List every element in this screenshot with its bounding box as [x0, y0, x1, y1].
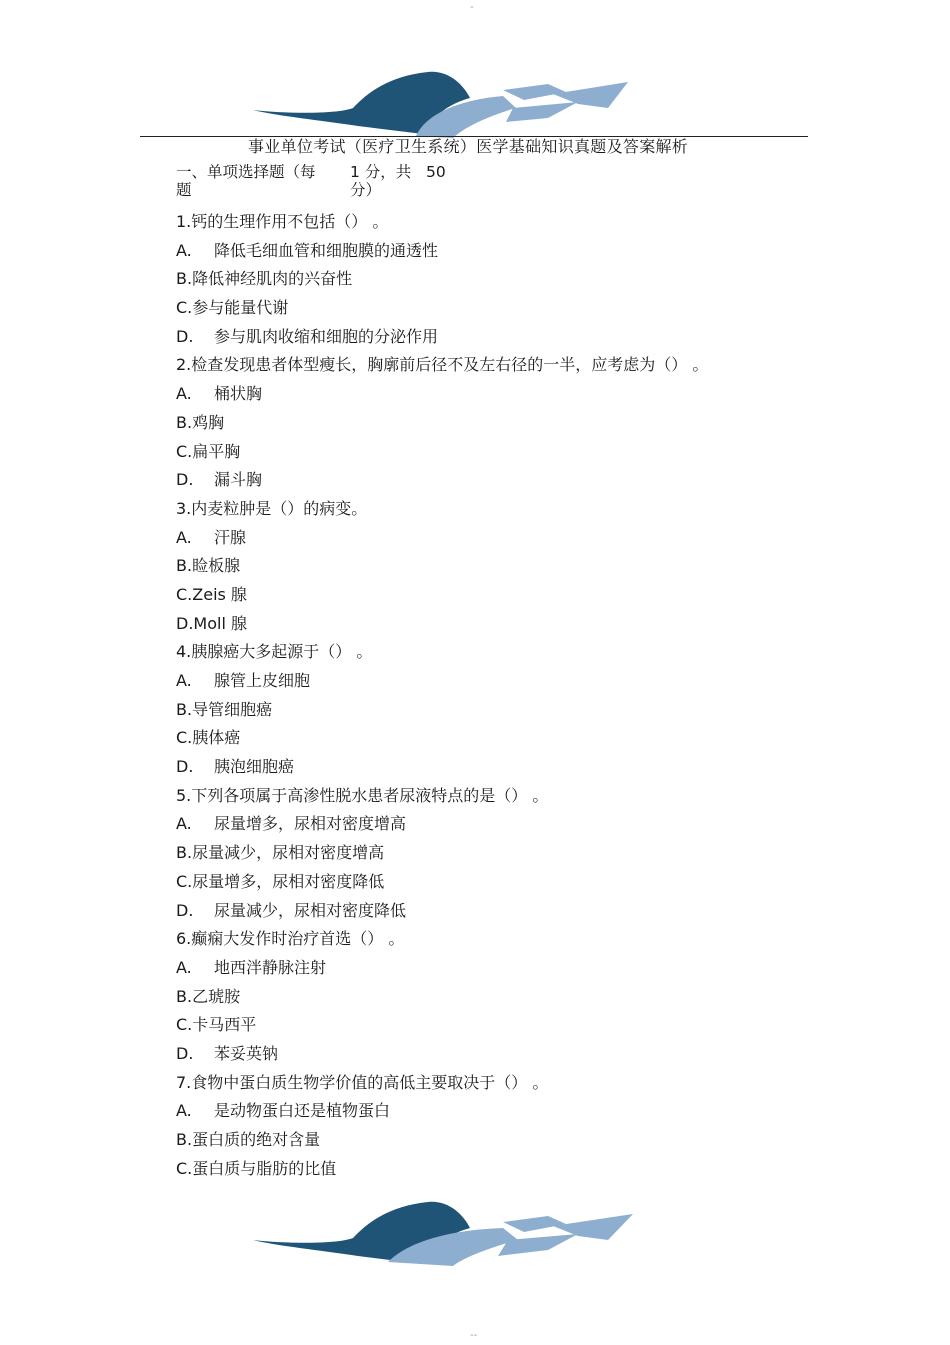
question-stem: 6.癫痫大发作时治疗首选（） 。: [176, 929, 405, 949]
question-list: [176, 208, 796, 1183]
question-option: [176, 1097, 796, 1126]
question-option: [176, 897, 796, 926]
bottom-mark: --: [470, 1330, 478, 1341]
option-letter: A.: [176, 671, 192, 690]
option-letter: A.: [176, 527, 192, 547]
option-letter: A.: [176, 814, 192, 834]
option-text: B.蛋白质的绝对含量: [176, 1130, 321, 1149]
option-letter: A.: [176, 384, 192, 404]
option-text: 尿量减少，尿相对密度降低: [214, 900, 407, 920]
option-text: 是动物蛋白还是植物蛋白: [214, 1101, 391, 1121]
option-text: B.降低神经肌肉的兴奋性: [176, 269, 353, 289]
question-option: [176, 667, 796, 696]
question-option: [176, 524, 796, 553]
option-letter: A.: [176, 1101, 192, 1121]
question-option: [176, 380, 796, 409]
question-option: [176, 438, 796, 467]
option-text: 汗腺: [214, 527, 247, 547]
option-letter: D.: [176, 757, 194, 777]
option-text: C.卡马西平: [176, 1015, 257, 1035]
logo-light-shard-1: [503, 1216, 566, 1232]
option-text: B.睑板腺: [176, 556, 241, 576]
option-text: 降低毛细血管和细胞膜的通透性: [214, 240, 439, 260]
option-letter: A.: [176, 240, 192, 260]
section-heading-part2: 1 分，共: [350, 163, 412, 181]
question-option: [176, 954, 796, 983]
option-text: 漏斗胸: [214, 470, 263, 490]
section-heading-part3: 50: [426, 163, 446, 181]
footer-logo-graphic: [248, 1200, 648, 1275]
option-text: 尿量增多，尿相对密度增高: [214, 814, 407, 834]
question-option: [176, 724, 796, 753]
option-text: B.导管细胞癌: [176, 699, 273, 719]
option-text: C.参与能量代谢: [176, 298, 289, 318]
option-letter: D.: [176, 470, 194, 490]
section-heading-part5: 分）: [350, 181, 382, 199]
question-stem: 4.胰腺癌大多起源于（） 。: [176, 642, 373, 662]
option-text: C.Zeis 腺: [176, 584, 247, 604]
option-letter: D.: [176, 326, 194, 346]
question-stem: 1.钙的生理作用不包括（） 。: [176, 212, 389, 231]
option-text: B.乙琥胺: [176, 986, 241, 1006]
logo-light-shard-2: [506, 102, 578, 122]
question-option: [176, 294, 796, 323]
document-title: 事业单位考试（医疗卫生系统）医学基础知识真题及答案解析: [248, 137, 689, 156]
question-option: [176, 581, 796, 610]
question-option: [176, 983, 796, 1012]
question-option: [176, 610, 796, 639]
option-text: 腺管上皮细胞: [214, 671, 311, 690]
question-option: [176, 409, 796, 438]
section-heading-part1: 一、单项选择题（每: [176, 163, 316, 181]
question-option: [176, 265, 796, 294]
question-option: [176, 696, 796, 725]
option-text: 桶状胸: [214, 384, 263, 404]
option-letter: D.: [176, 900, 194, 920]
top-mark: -: [470, 2, 474, 13]
question-option: [176, 1155, 796, 1184]
question-stem: 3.内麦粒肿是（）的病变。: [176, 498, 368, 518]
question-option: [176, 466, 796, 495]
option-text: C.扁平胸: [176, 441, 241, 461]
question-option: [176, 323, 796, 352]
section-heading-part4: 题: [176, 181, 192, 199]
question-option: [176, 839, 796, 868]
option-text: 胰泡细胞癌: [214, 757, 295, 777]
option-text: B.尿量减少，尿相对密度增高: [176, 843, 385, 863]
option-text: C.蛋白质与脂肪的比值: [176, 1158, 337, 1178]
option-letter: A.: [176, 957, 192, 977]
option-text: 地西泮静脉注射: [214, 957, 327, 977]
option-text: D.Moll 腺: [176, 613, 247, 633]
option-text: C.尿量增多，尿相对密度降低: [176, 871, 385, 891]
question-option: [176, 1040, 796, 1069]
option-letter: D.: [176, 1043, 194, 1063]
option-text: 参与肌肉收缩和细胞的分泌作用: [214, 326, 439, 346]
option-text: C.胰体癌: [176, 728, 241, 748]
option-text: 苯妥英钠: [214, 1043, 279, 1063]
question-option: [176, 1126, 796, 1155]
question-stem: 2.检查发现患者体型瘦长，胸廓前后径不及左右径的一半，应考虑为（） 。: [176, 355, 709, 375]
question-option: [176, 810, 796, 839]
question-option: [176, 868, 796, 897]
question-option: [176, 552, 796, 581]
question-option: [176, 1011, 796, 1040]
question-option: [176, 753, 796, 782]
question-option: [176, 237, 796, 266]
logo-light-shard-1: [503, 84, 566, 100]
question-stem: 7.食物中蛋白质生物学价值的高低主要取决于（） 。: [176, 1072, 549, 1092]
header-logo-graphic: [248, 64, 648, 139]
question-stem: 5.下列各项属于高渗性脱水患者尿液特点的是（） 。: [176, 785, 549, 805]
option-text: B.鸡胸: [176, 412, 225, 432]
